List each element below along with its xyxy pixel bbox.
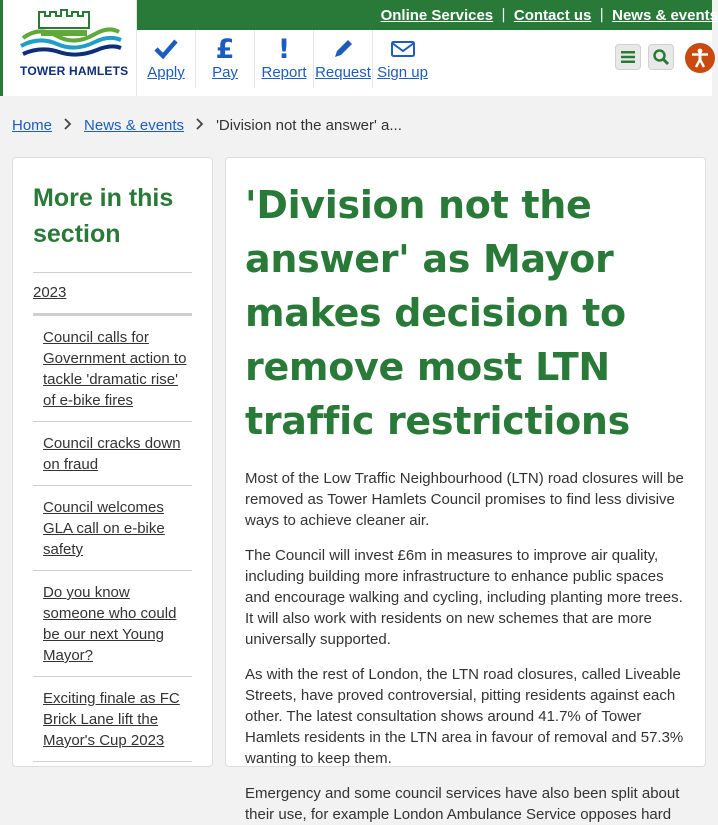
article-content: [225, 157, 706, 823]
report-button[interactable]: [255, 30, 314, 88]
pay-label[interactable]: Pay: [212, 64, 238, 81]
site-header: [0, 0, 718, 96]
list-item: [33, 422, 192, 486]
sidebar-article-link[interactable]: Exciting finale as FC Brick Lane lift the Mayor's Cup 2023: [43, 690, 180, 749]
article-paragraph: Most of the Low Traffic Neighbourhood (LTN) road closures will be removed as Tower Hamlets Council promises to find less divisive ways to achieve cleaner air.: [245, 470, 684, 529]
sidebar-list: [33, 316, 192, 762]
apply-label[interactable]: Apply: [147, 64, 185, 81]
article-headline: 'Division not the answer' as Mayor makes decision to remove most LTN traffic restrictions: [245, 183, 630, 443]
tower-hamlets-logo: [19, 6, 123, 64]
top-links: [380, 0, 718, 30]
sign-up-label[interactable]: Sign up: [377, 64, 428, 81]
sidebar-title: More in this section: [33, 184, 174, 248]
checkmark-icon: [137, 36, 195, 62]
request-label[interactable]: Request: [315, 64, 371, 81]
breadcrumb-news-events[interactable]: News & events: [84, 117, 185, 134]
breadcrumb: [12, 117, 402, 134]
sidebar-article-link[interactable]: Do you know someone who could be our next Young Mayor?: [43, 584, 177, 664]
year-2023-link[interactable]: 2023: [33, 284, 67, 301]
breadcrumb-current: 'Division not the answer' a...: [216, 117, 402, 134]
pencil-icon: [314, 36, 372, 62]
search-icon: [652, 48, 670, 66]
news-events-link[interactable]: News & events: [612, 6, 718, 24]
section-sidebar: [12, 157, 213, 767]
accessibility-button[interactable]: [685, 43, 715, 73]
chevron-right-icon: [64, 117, 72, 134]
menu-button[interactable]: [615, 44, 641, 70]
apply-button[interactable]: [137, 30, 196, 88]
sidebar-article-link[interactable]: Council welcomes GLA call on e-bike safety: [43, 499, 165, 558]
article-paragraph: As with the rest of London, the LTN road closures, called Liveable Streets, have proved controversial, pitting residents against each other. The latest consultation shows around 41.7% of Tower Hamlets residents in the LTN area in favour of removal and 57.3% wanting to keep them.: [245, 666, 684, 767]
report-label[interactable]: Report: [261, 64, 307, 81]
online-services-link[interactable]: Online Services: [380, 6, 494, 24]
search-button[interactable]: [648, 44, 674, 70]
article-paragraph: The Council will invest £6m in measures to improve air quality, including building more infrastructure to enhance public spaces and encourage walking and cycling, including planting more trees. It will also work with residents on new schemes that are more universally supported.: [245, 547, 683, 648]
contact-us-link[interactable]: Contact us: [513, 6, 592, 24]
sidebar-article-link[interactable]: Council cracks down on fraud: [43, 435, 181, 473]
accessibility-icon: [689, 47, 711, 69]
action-links: [137, 30, 432, 88]
logo-link[interactable]: [0, 0, 137, 96]
breadcrumb-home[interactable]: Home: [12, 117, 53, 134]
list-item: [33, 677, 192, 762]
envelope-icon: [373, 36, 432, 62]
sidebar-year: [33, 272, 192, 316]
article-paragraph: Emergency and some council services have also been split about their use, for example London Ambulance Service opposes hard: [245, 785, 680, 823]
sign-up-button[interactable]: [373, 30, 432, 88]
link-separator: |: [599, 7, 605, 23]
list-item: [33, 571, 192, 677]
exclamation-icon: !: [277, 33, 291, 65]
link-separator: |: [501, 7, 506, 23]
request-button[interactable]: [314, 30, 373, 88]
hamburger-menu-icon: [620, 50, 636, 64]
list-item: [33, 316, 192, 422]
logo-text: TOWER HAMLETS: [20, 64, 129, 78]
chevron-right-icon: [196, 117, 204, 134]
pay-button[interactable]: [196, 30, 255, 88]
list-item: [33, 486, 192, 571]
pound-icon: £: [215, 33, 235, 65]
sidebar-article-link[interactable]: Council calls for Government action to tackle 'dramatic rise' of e-bike fires: [43, 329, 187, 409]
